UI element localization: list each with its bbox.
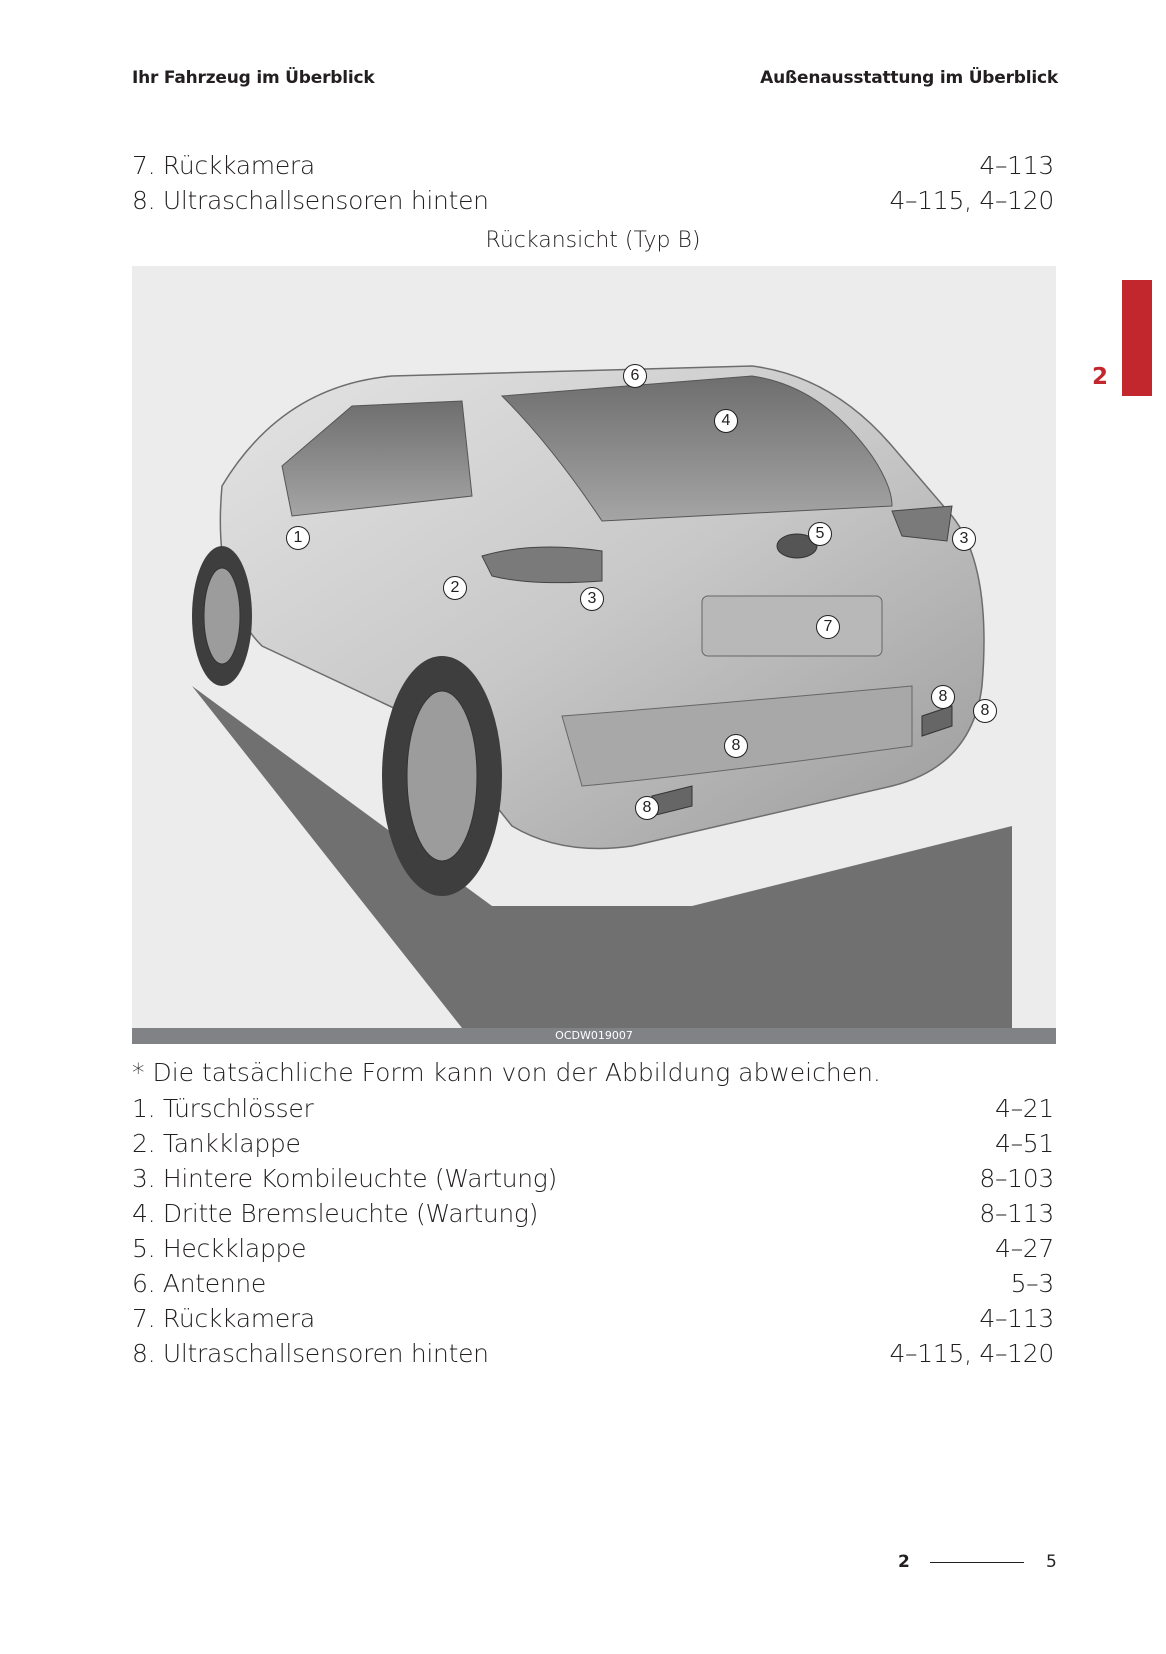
callout-marker: 2 xyxy=(443,576,467,600)
item-label: 8. Ultraschallsensoren hinten xyxy=(132,186,489,215)
list-item xyxy=(132,1162,1054,1196)
item-page-ref: 4–113 xyxy=(979,1304,1054,1333)
item-page-ref: 5–3 xyxy=(1010,1269,1054,1298)
list-item xyxy=(132,1197,1054,1231)
callout-marker: 7 xyxy=(816,615,840,639)
item-label: 7. Rückkamera xyxy=(132,1304,315,1333)
item-label: 4. Dritte Bremsleuchte (Wartung) xyxy=(132,1199,539,1228)
figure-title: Rückansicht (Typ B) xyxy=(485,228,701,253)
callout-marker: 3 xyxy=(580,587,604,611)
footer-divider xyxy=(930,1562,1024,1563)
item-page-ref: 4–21 xyxy=(994,1094,1054,1123)
item-label: 1. Türschlösser xyxy=(132,1094,314,1123)
item-page-ref: 8–103 xyxy=(979,1164,1054,1193)
car-illustration-icon xyxy=(132,266,1056,1028)
callout-marker: 5 xyxy=(808,522,832,546)
item-page-ref: 4–115, 4–120 xyxy=(889,1339,1054,1368)
chapter-tab-number: 2 xyxy=(1092,364,1109,390)
callout-marker: 8 xyxy=(724,734,748,758)
item-page-ref: 4–115, 4–120 xyxy=(889,186,1054,215)
figure-note: * Die tatsächliche Form kann von der Abbildung abweichen. xyxy=(132,1058,881,1087)
item-label: 5. Heckklappe xyxy=(132,1234,307,1263)
item-page-ref: 4–51 xyxy=(994,1129,1054,1158)
item-page-ref: 4–113 xyxy=(979,151,1054,180)
chapter-tab xyxy=(1122,280,1152,396)
item-label: 6. Antenne xyxy=(132,1269,266,1298)
list-item xyxy=(132,1302,1054,1336)
list-item xyxy=(132,184,1054,218)
list-item xyxy=(132,1127,1054,1161)
list-item xyxy=(132,1267,1054,1301)
item-label: 7. Rückkamera xyxy=(132,151,315,180)
footer-page-number: 5 xyxy=(1046,1552,1057,1572)
item-label: 8. Ultraschallsensoren hinten xyxy=(132,1339,489,1368)
callout-marker: 8 xyxy=(973,699,997,723)
item-page-ref: 4–27 xyxy=(994,1234,1054,1263)
item-label: 2. Tankklappe xyxy=(132,1129,301,1158)
item-label: 3. Hintere Kombileuchte (Wartung) xyxy=(132,1164,557,1193)
figure-code: OCDW019007 xyxy=(555,1029,633,1042)
list-item xyxy=(132,1337,1054,1371)
callout-marker: 1 xyxy=(286,526,310,550)
list-item xyxy=(132,1092,1054,1126)
footer-chapter-number: 2 xyxy=(898,1552,910,1572)
running-header-left: Ihr Fahrzeug im Überblick xyxy=(132,68,375,88)
item-page-ref: 8–113 xyxy=(979,1199,1054,1228)
callout-marker: 8 xyxy=(931,685,955,709)
running-header-right: Außenausstattung im Überblick xyxy=(760,68,1058,88)
callout-marker: 8 xyxy=(635,796,659,820)
callout-marker: 4 xyxy=(714,409,738,433)
list-item xyxy=(132,1232,1054,1266)
list-item xyxy=(132,149,1054,183)
figure-code-bar xyxy=(132,1028,1056,1044)
callout-marker: 6 xyxy=(623,364,647,388)
car-rear-view-illustration xyxy=(132,266,1056,1028)
callout-marker: 3 xyxy=(952,527,976,551)
